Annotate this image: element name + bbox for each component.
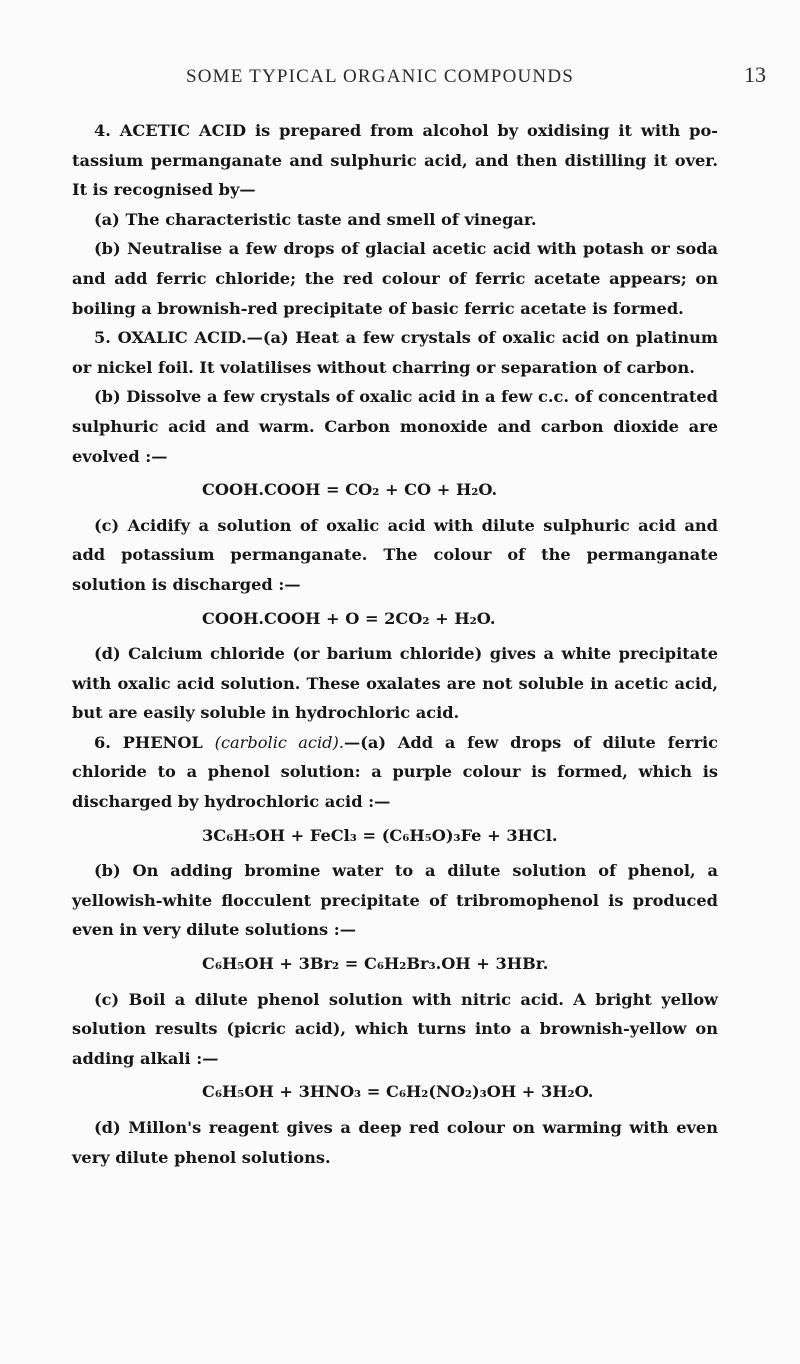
- equation-oxalic-decomposition: COOH.COOH = CO₂ + CO + H₂O.: [202, 480, 498, 500]
- paragraph-oxalic-c: (c) Acidify a solution of oxalic acid with dilute sulphuric acid and add potassium permanganate. The colour of the permanganate solution is discharged :—: [72, 515, 718, 594]
- paragraph-oxalic-b: (b) Dissolve a few crystals of oxalic acid in a few c.c. of concentrated sulphuric acid and warm. Carbon monoxide and carbon dioxide are evolved :—: [72, 387, 718, 466]
- phenol-heading: 6. PHENOL: [94, 732, 203, 752]
- paragraph-phenol-b: (b) On adding bromine water to a dilute solution of phenol, a yellowish-white flocculent precipitate of tribromophenol is produced even in very dilute solutions :—: [72, 861, 718, 940]
- page-body: [72, 116, 718, 1172]
- paragraph-acetic-a: (a) The characteristic taste and smell of vinegar.: [94, 209, 537, 229]
- page-number: 13: [744, 62, 766, 87]
- equation-phenol-nitric: C₆H₅OH + 3HNO₃ = C₆H₂(NO₂)₃OH + 3H₂O.: [202, 1082, 594, 1102]
- running-header: SOME TYPICAL ORGANIC COMPOUNDS: [185, 66, 575, 87]
- paragraph-oxalic-acid: 5. OXALIC ACID.—(a) Heat a few crystals of oxalic acid on platinum or nickel foil. It volatilises without charring or separation of carbon.: [72, 328, 718, 377]
- paragraph-oxalic-d: (d) Calcium chloride (or barium chloride) gives a white precipitate with oxalic acid solution. These oxalates are not soluble in acetic acid, but are easily soluble in hydrochloric acid.: [72, 644, 718, 723]
- equation-phenol-bromine: C₆H₅OH + 3Br₂ = C₆H₂Br₃.OH + 3HBr.: [202, 954, 549, 974]
- paragraph-phenol: [72, 728, 718, 817]
- paragraph-phenol-c: (c) Boil a dilute phenol solution with nitric acid. A bright yellow solution results (picric acid), which turns into a brownish-yellow on adding alkali :—: [72, 989, 718, 1068]
- equation-phenol-ferric: 3C₆H₅OH + FeCl₃ = (C₆H₅O)₃Fe + 3HCl.: [202, 825, 558, 845]
- phenol-alt-name: (carbolic acid).: [214, 732, 344, 752]
- paragraph-phenol-d: (d) Millon's reagent gives a deep red colour on warming with even very dilute phenol solutions.: [72, 1118, 718, 1167]
- paragraph-acetic-b: (b) Neutralise a few drops of glacial acetic acid with potash or soda and add ferric chloride; the red colour of ferric acetate appears; on boiling a brownish-red precipitate of basic ferric acetate is formed.: [72, 239, 718, 318]
- equation-oxalic-oxidation: COOH.COOH + O = 2CO₂ + H₂O.: [202, 608, 496, 628]
- phenol-a-text: —(a) Add a few drops of dilute ferric chloride to a phenol solution: a purple colour is formed, which is discharged by hydrochloric acid :—: [72, 732, 718, 812]
- paragraph-acetic-acid: 4. ACETIC ACID is prepared from alcohol by oxidising it with po-tassium permanganate and sulphuric acid, and then distilling it over. It is recognised by—: [72, 121, 718, 200]
